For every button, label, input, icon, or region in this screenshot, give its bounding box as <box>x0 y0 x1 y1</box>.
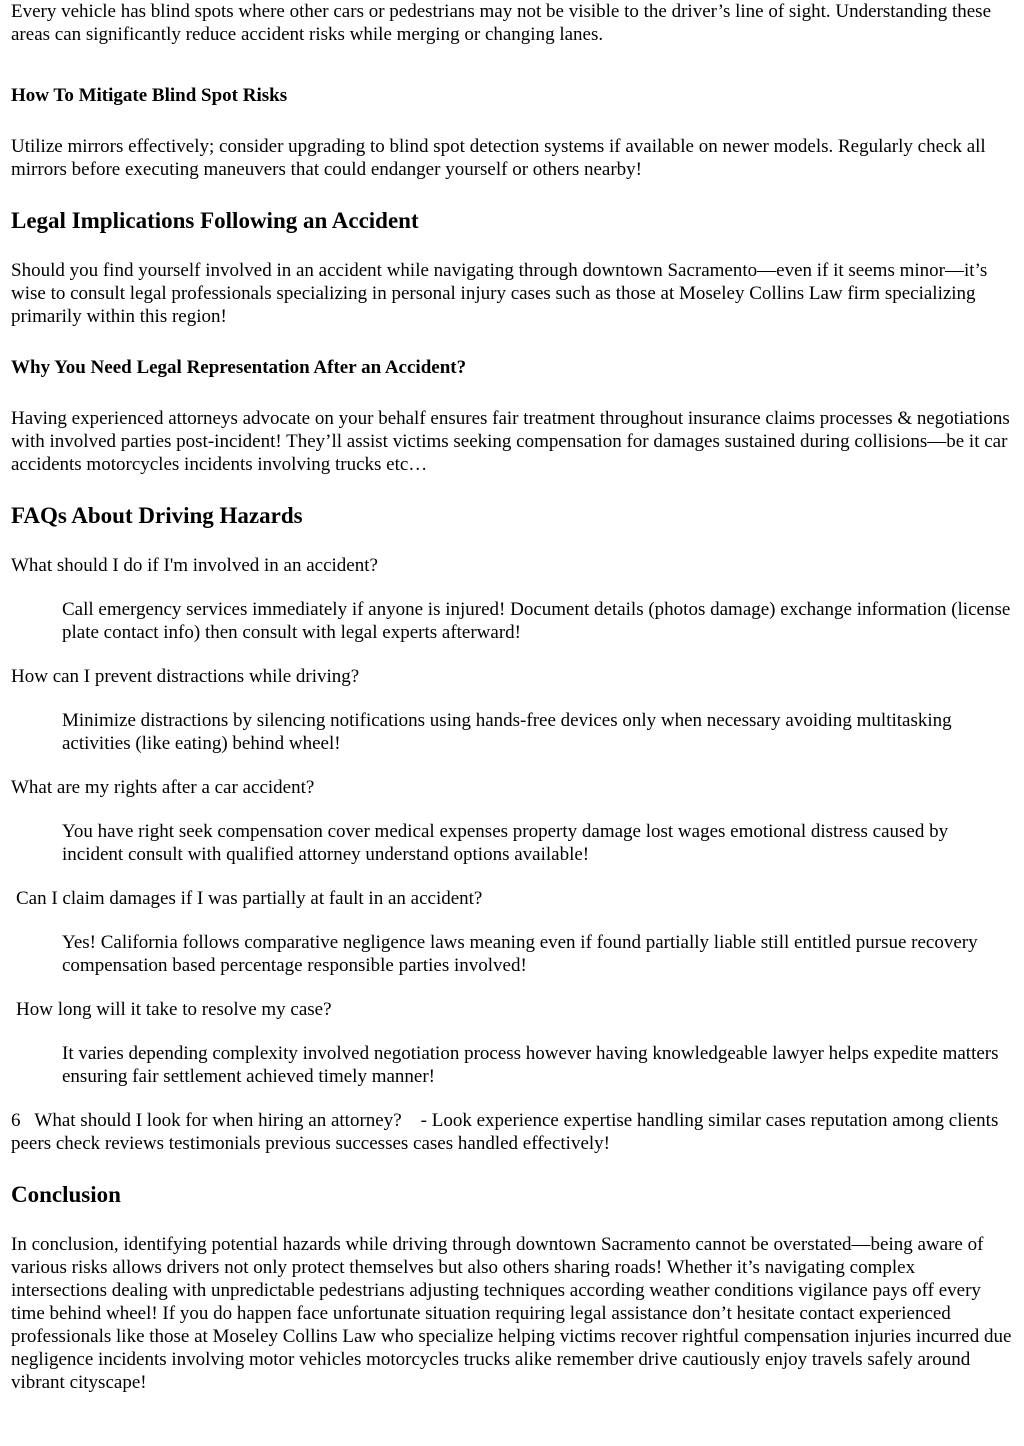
blind-spot-heading: How To Mitigate Blind Spot Risks <box>11 85 288 106</box>
blind-spot-paragraph: Utilize mirrors effectively; consider upgrading to blind spot detection systems if available on newer models. Regularly check all mirrors before executing maneuvers that could endanger yourself or others nearby! <box>11 136 986 180</box>
faq-answer: Yes! California follows comparative negligence laws meaning even if found partially liable still entitled pursue recovery compensation based percentage responsible parties involved! <box>62 932 978 976</box>
faq-question: How can I prevent distractions while driving? <box>11 666 360 687</box>
faq-question: What are my rights after a car accident? <box>11 777 315 798</box>
faq-answer: You have right seek compensation cover medical expenses property damage lost wages emotional distress caused by incident consult with qualified attorney understand options available! <box>62 821 949 865</box>
conclusion-paragraph: In conclusion, identifying potential hazards while driving through downtown Sacramento cannot be overstated—being aware of various risks allows drivers not only protect themselves but also others sharing roads! Whether it’s navigating complex intersections dealing with unpredictable pedestrians adjusting techniques according weather conditions vigilance pays off every time behind wheel! If you do happen face unfortunate situation requiring legal assistance don’t hesitate contact experienced professionals like those at Moseley Collins Law who specialize helping victims recover rightful compensation injuries incurred due negligence incidents involving motor vehicles motorcycles trucks alike remember drive cautiously enjoy travels safely around vibrant cityscape! <box>11 1234 1012 1393</box>
faq-question: How long will it take to resolve my case? <box>16 999 332 1020</box>
legal-representation-heading: Why You Need Legal Representation After an Accident? <box>11 357 467 378</box>
faq-answer: Call emergency services immediately if anyone is injured! Document details (photos damage) exchange information (license plate contact info) then consult with legal experts afterward! <box>62 599 1011 643</box>
conclusion-heading: Conclusion <box>11 1182 121 1207</box>
faq-answer: It varies depending complexity involved negotiation process however having knowledgeable lawyer helps expedite matters ensuring fair settlement achieved timely manner! <box>62 1043 999 1087</box>
faq-question: What should I do if I'm involved in an accident? <box>11 555 378 576</box>
faq-list <box>11 554 1013 1155</box>
faqs-heading: FAQs About Driving Hazards <box>11 503 303 528</box>
intro-paragraph: Every vehicle has blind spots where other cars or pedestrians may not be visible to the driver’s line of sight. Understanding these areas can significantly reduce accident risks while merging or changing lanes. <box>11 1 992 45</box>
faq-question: Can I claim damages if I was partially at fault in an accident? <box>16 888 483 909</box>
faq-trailing-item: 6 What should I look for when hiring an attorney? - Look experience expertise handling similar cases reputation among clients peers check reviews testimonials previous successes cases handled effectively! <box>11 1110 1004 1154</box>
legal-representation-paragraph: Having experienced attorneys advocate on your behalf ensures fair treatment throughout insurance claims processes & negotiations with involved parties post-incident! They’ll assist victims seeking compensation for damages sustained during collisions—be it car accidents motorcycles incidents involving trucks etc… <box>11 408 1010 475</box>
legal-paragraph: Should you find yourself involved in an accident while navigating through downtown Sacramento—even if it seems minor—it’s wise to consult legal professionals specializing in personal injury cases such as those at Moseley Collins Law firm specializing primarily within this region! <box>11 260 988 327</box>
legal-heading: Legal Implications Following an Accident <box>11 208 419 233</box>
faq-answer: Minimize distractions by silencing notifications using hands-free devices only when necessary avoiding multitasking activities (like eating) behind wheel! <box>62 710 952 754</box>
